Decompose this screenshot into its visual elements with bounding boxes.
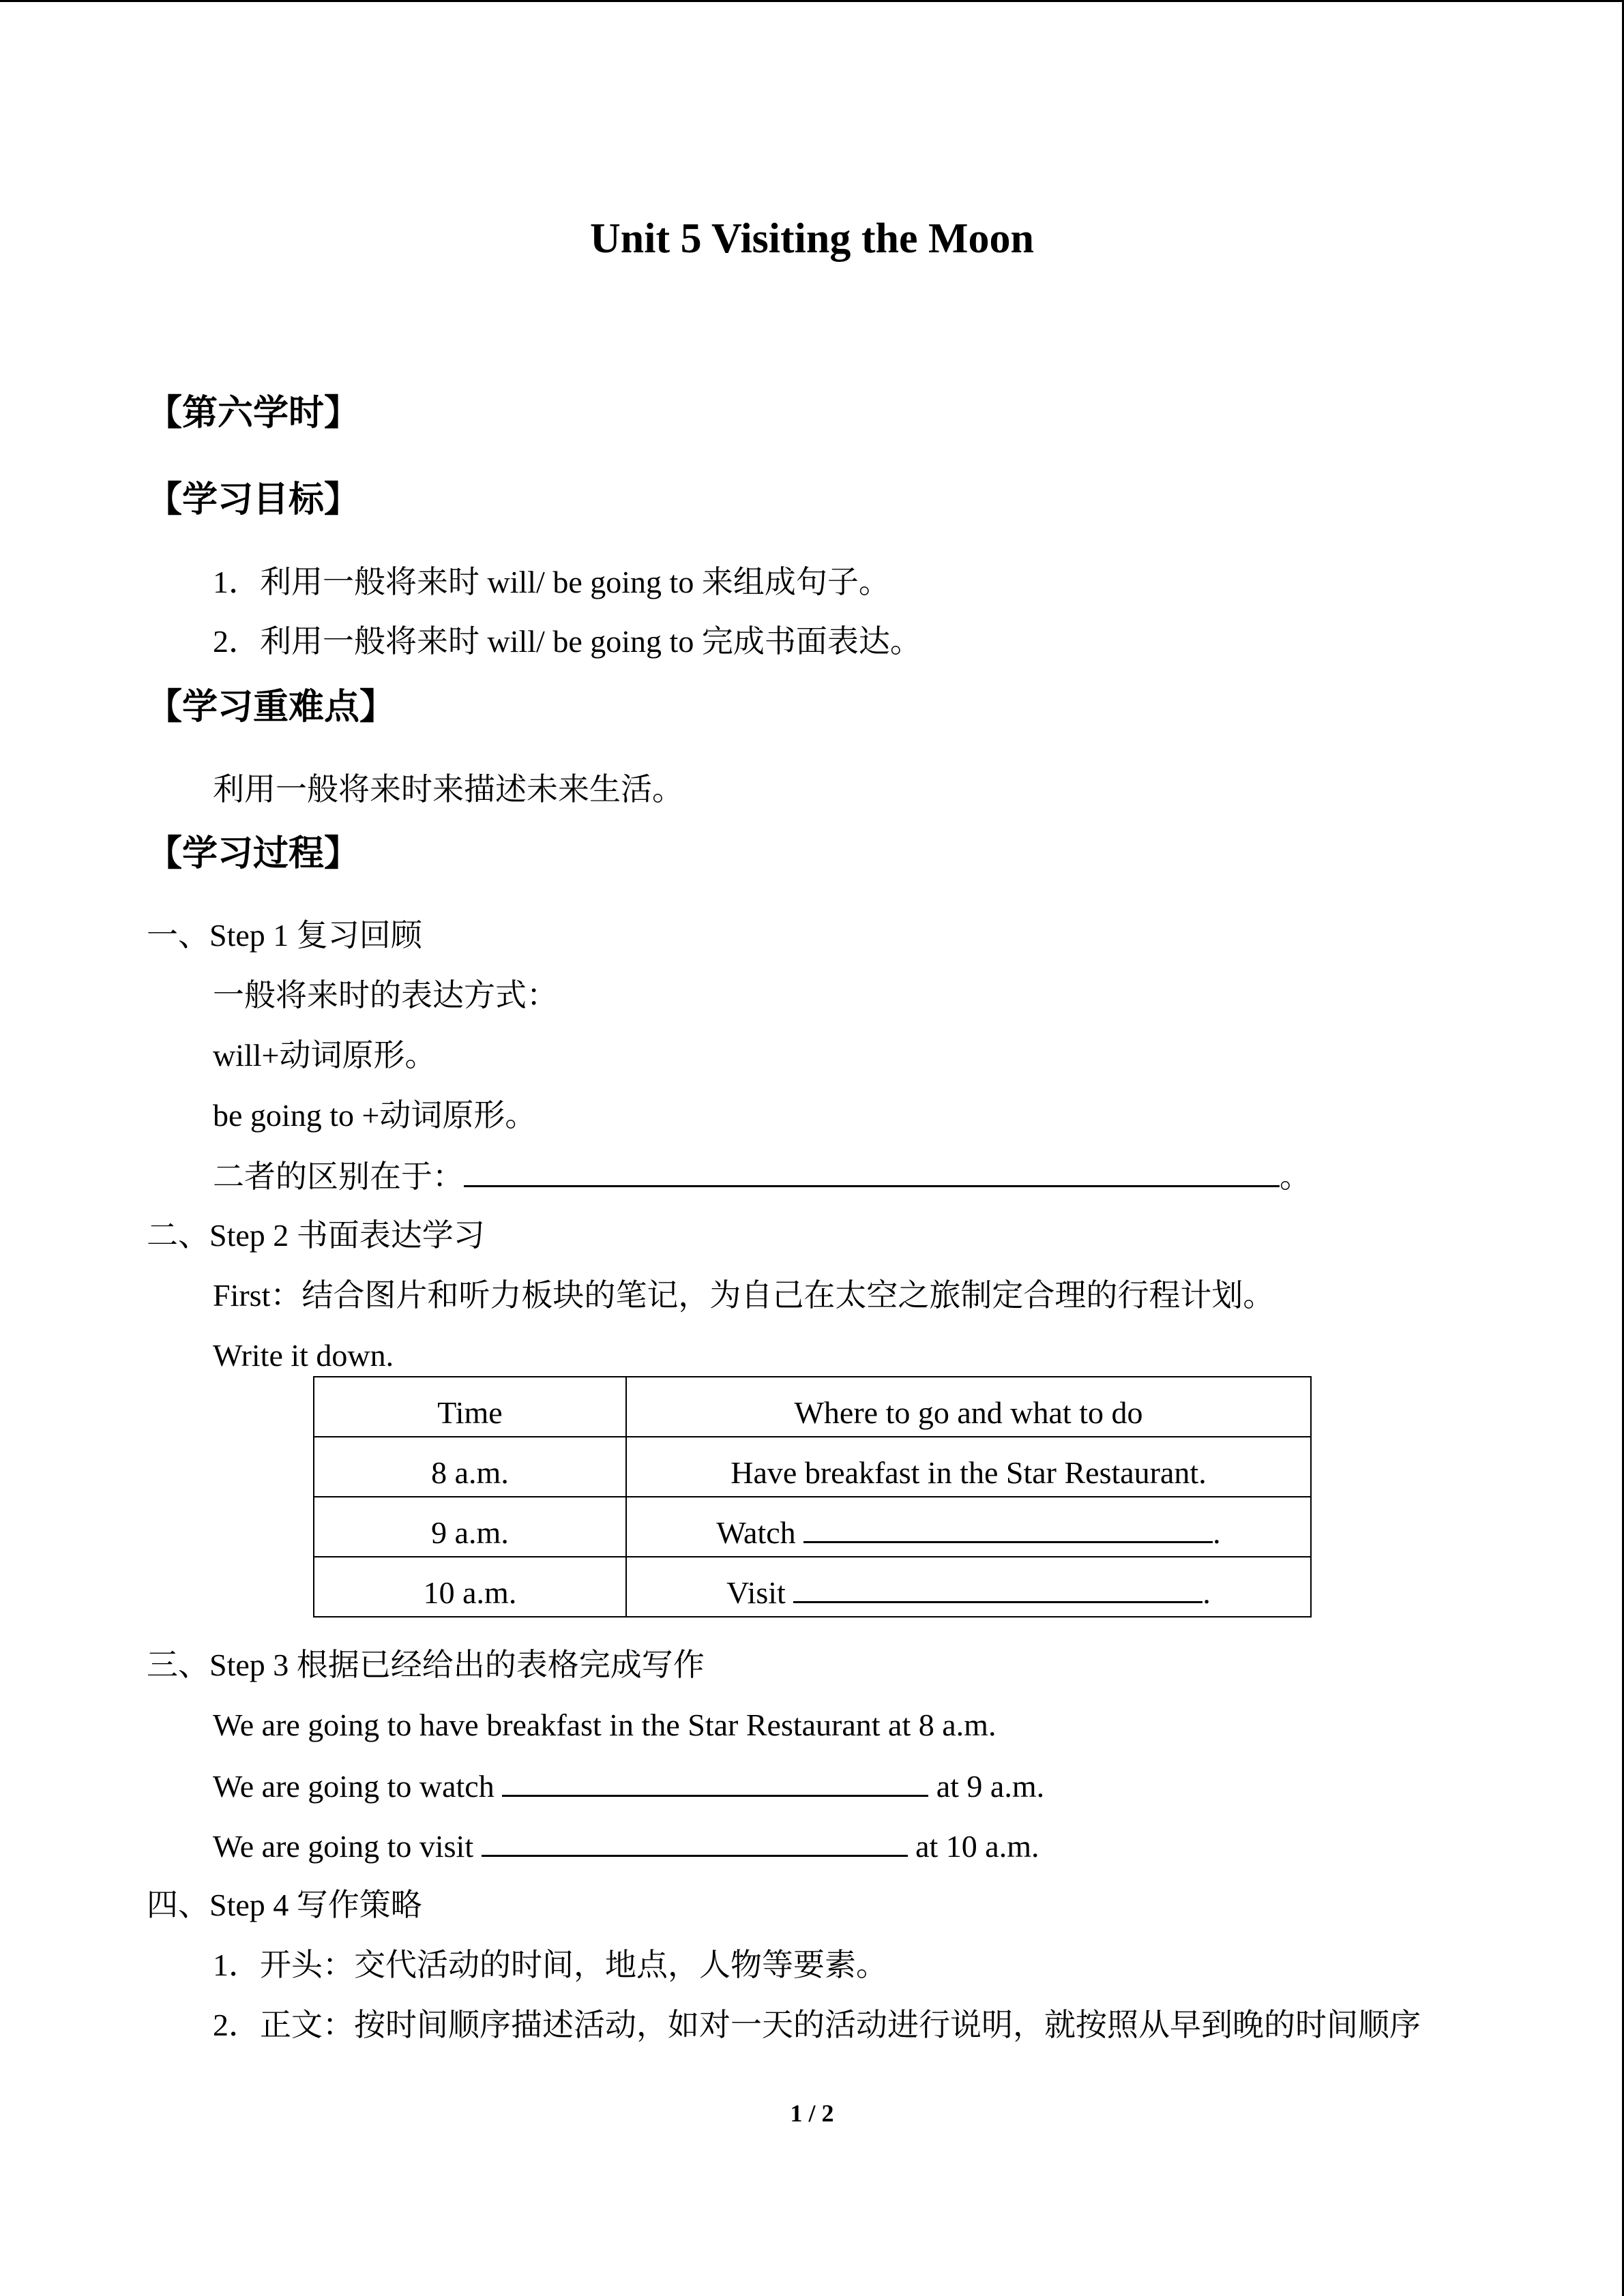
table-cell-activity: [626, 1497, 1311, 1557]
step3-label: 三、Step 3 根据已经给出的表格完成写作: [147, 1648, 705, 1682]
step2-write: Write it down.: [213, 1338, 394, 1373]
table-header-row: [314, 1377, 1311, 1437]
objectives-heading: 【学习目标】: [147, 479, 360, 520]
table-cell-activity: [626, 1437, 1311, 1497]
table-cell-time: 8 a.m.: [314, 1437, 626, 1497]
objective-item-2: 2．利用一般将来时 will/ be going to 完成书面表达。: [213, 624, 921, 659]
step3-visit-blank[interactable]: [482, 1825, 908, 1857]
key-points-heading: 【学习重难点】: [147, 687, 396, 728]
step3-line-3-suffix: at 10 a.m.: [915, 1829, 1039, 1864]
step1-line-2: will+动词原形。: [213, 1038, 437, 1073]
step4-item-1: 1．开头：交代活动的时间，地点，人物等要素。: [213, 1948, 887, 1982]
step2-label: 二、Step 2 书面表达学习: [147, 1218, 485, 1253]
activity-suffix: .: [1202, 1575, 1211, 1610]
lesson-label: 【第六学时】: [147, 393, 360, 434]
table-row: [314, 1437, 1311, 1497]
table-cell-time: 10 a.m.: [314, 1557, 626, 1617]
step4-item-2: 2．正文：按时间顺序描述活动，如对一天的活动进行说明，就按照从早到晚的时间顺序: [213, 2008, 1421, 2042]
step3-line-2-suffix: at 9 a.m.: [936, 1769, 1045, 1804]
activity-prefix: Watch: [716, 1515, 804, 1550]
step4-label: 四、Step 4 写作策略: [147, 1888, 422, 1922]
table-row: [314, 1557, 1311, 1617]
step3-line-1: We are going to have breakfast in the Star Restaurant at 8 a.m.: [213, 1708, 996, 1742]
activity-prefix: Visit: [726, 1575, 794, 1610]
table-header-time: Time: [314, 1377, 626, 1437]
objective-item-1: 1．利用一般将来时 will/ be going to 来组成句子。: [213, 565, 890, 599]
key-points-text: 利用一般将来时来描述未来生活。: [213, 772, 683, 807]
step3-line-3-prefix: We are going to visit: [213, 1829, 482, 1864]
difference-suffix: 。: [1280, 1159, 1311, 1194]
visit-blank[interactable]: [793, 1571, 1202, 1603]
itinerary-table: [313, 1376, 1312, 1617]
page-number: 1 / 2: [790, 2100, 834, 2127]
step3-line-2-prefix: We are going to watch: [213, 1769, 503, 1804]
table-header-activity: Where to go and what to do: [626, 1377, 1311, 1437]
table-cell-time: 9 a.m.: [314, 1497, 626, 1557]
step2-first: First：结合图片和听力板块的笔记，为自己在太空之旅制定合理的行程计划。: [213, 1278, 1275, 1313]
table-cell-activity: [626, 1557, 1311, 1617]
watch-blank[interactable]: [803, 1511, 1213, 1543]
step3-line-2: [213, 1765, 1044, 1807]
step3-line-3: [213, 1825, 1039, 1867]
difference-blank[interactable]: [464, 1155, 1280, 1187]
step1-line-1: 一般将来时的表达方式：: [213, 978, 558, 1013]
activity-text: Have breakfast in the Star Restaurant.: [730, 1455, 1207, 1490]
step3-watch-blank[interactable]: [502, 1765, 928, 1797]
table-row: [314, 1497, 1311, 1557]
difference-line: [213, 1155, 1311, 1197]
step1-label: 一、Step 1 复习回顾: [147, 918, 422, 953]
document-title: Unit 5 Visiting the Moon: [589, 215, 1035, 262]
process-heading: 【学习过程】: [147, 833, 360, 874]
activity-suffix: .: [1213, 1515, 1221, 1550]
difference-prefix: 二者的区别在于：: [213, 1159, 464, 1194]
step1-line-3: be going to +动词原形。: [213, 1098, 537, 1133]
page-border-top: [0, 0, 1624, 2]
